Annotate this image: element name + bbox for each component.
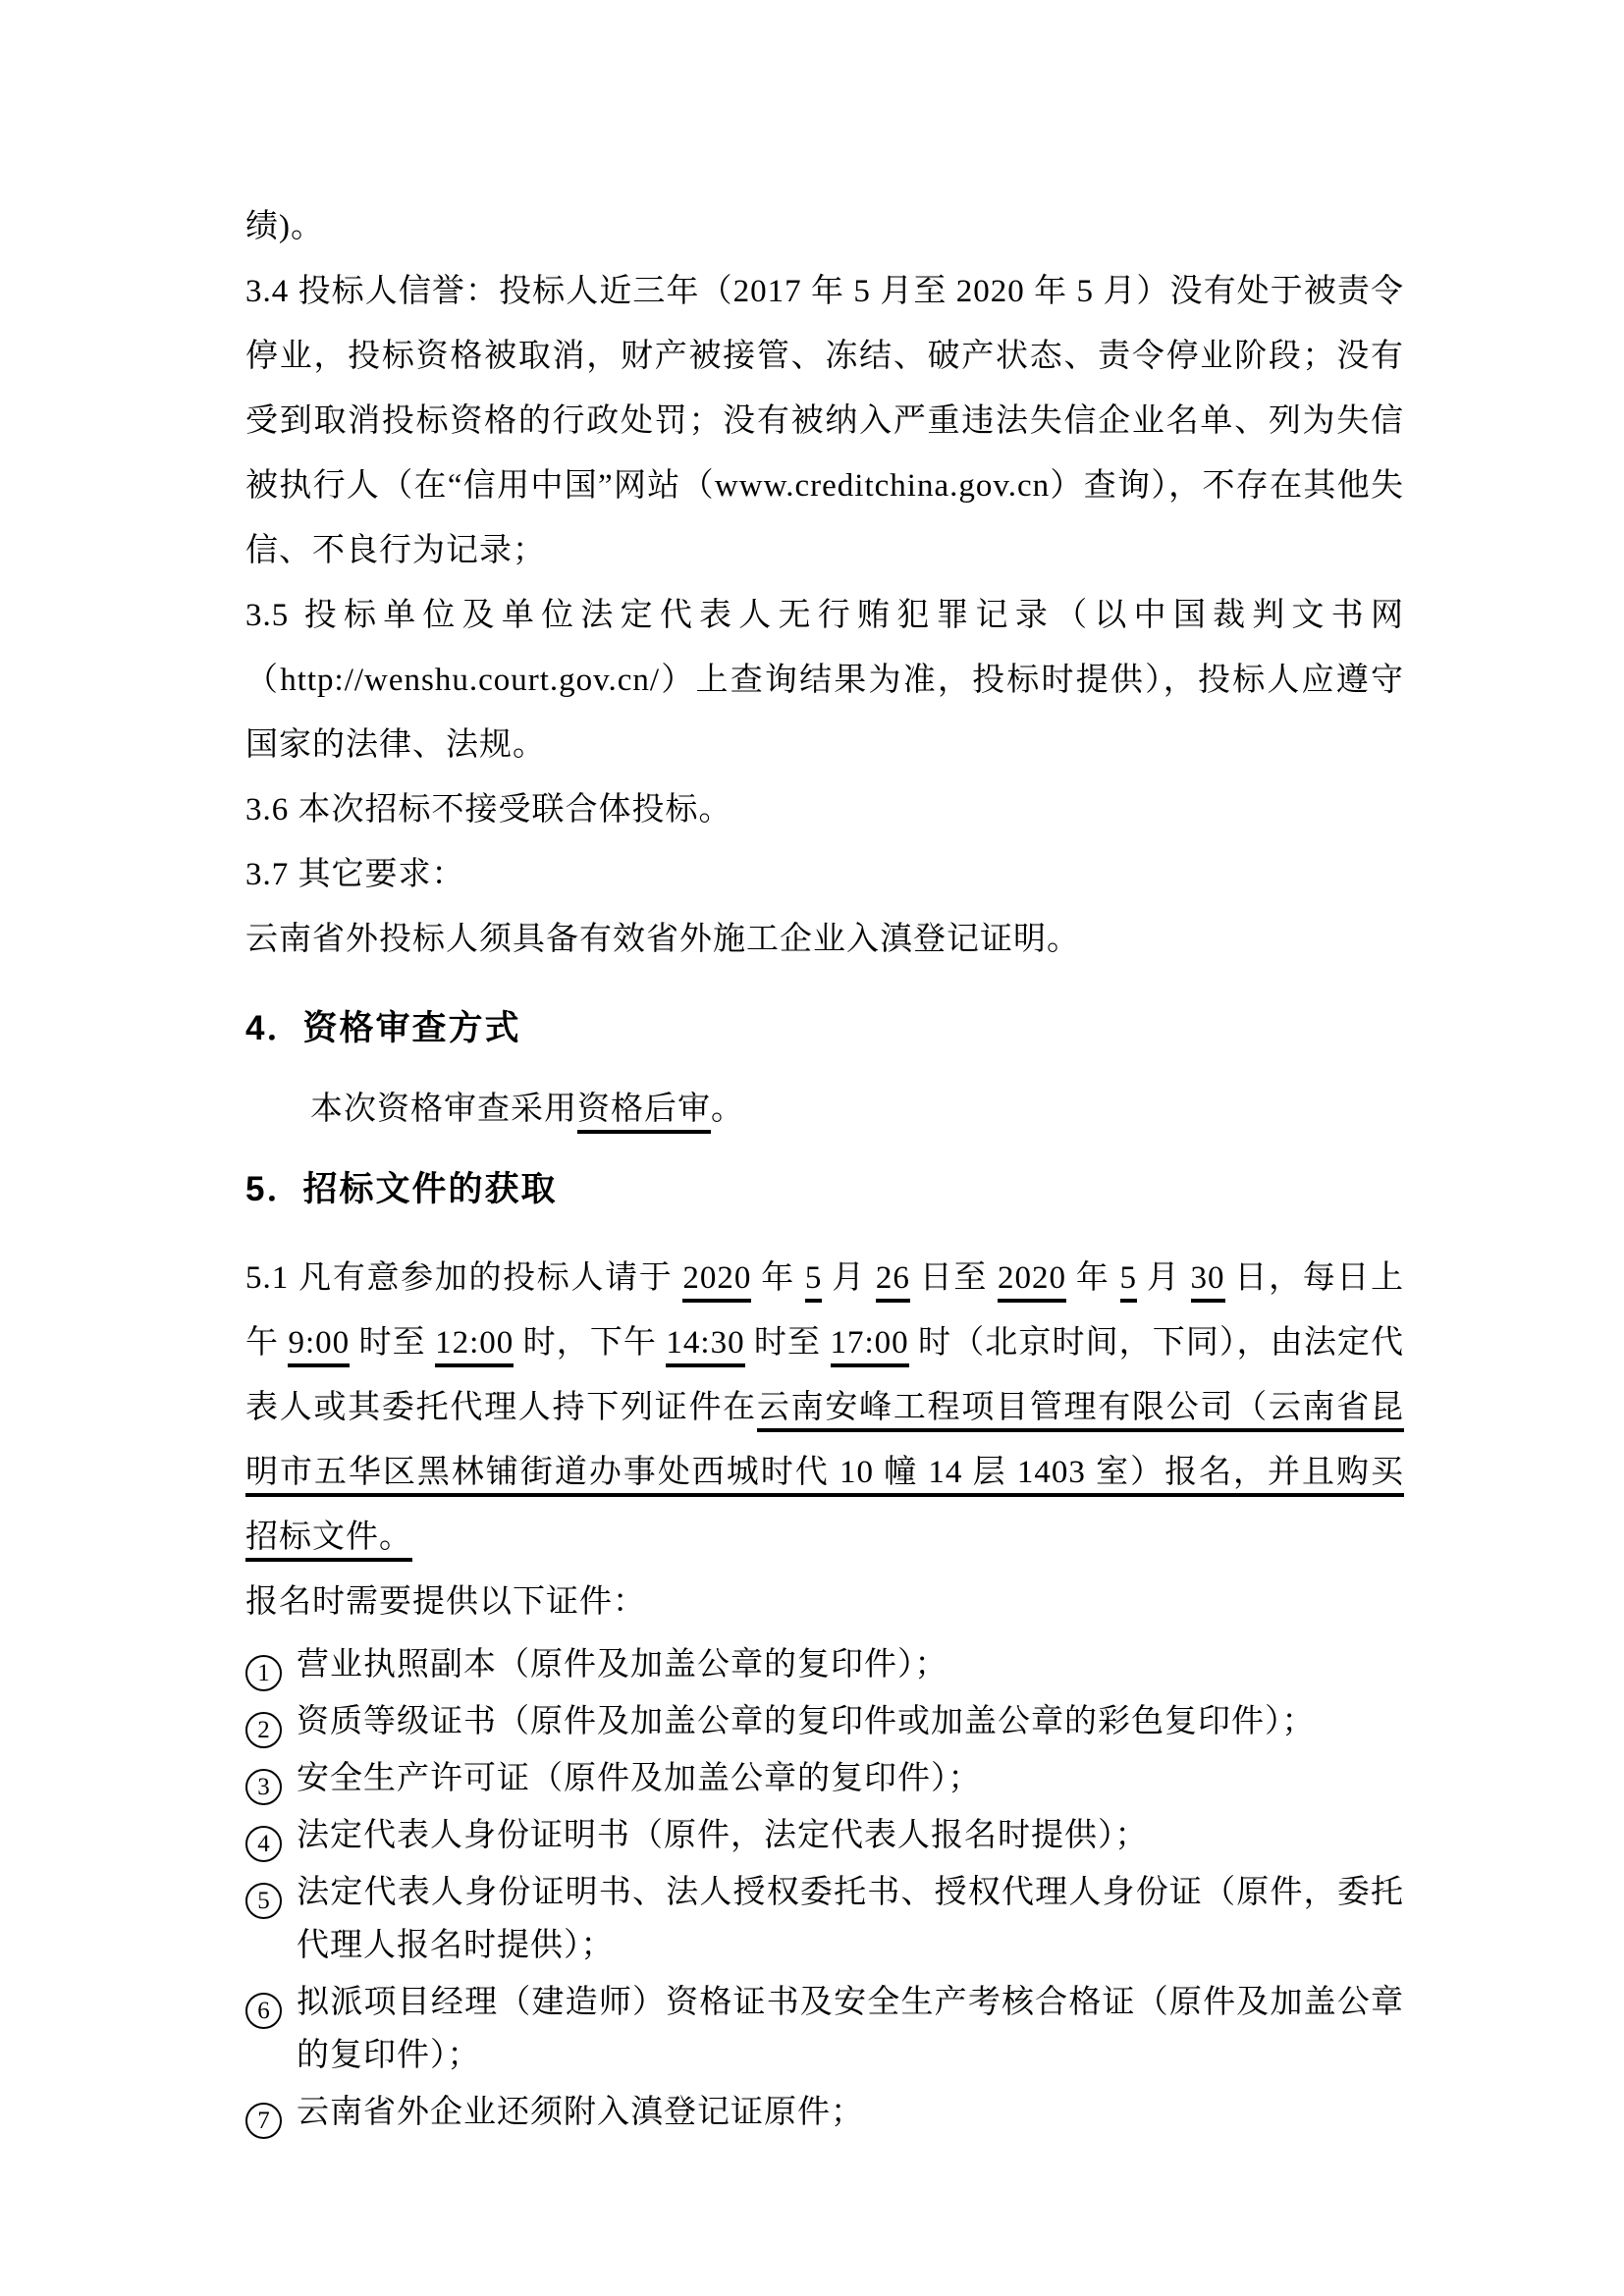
list-item-text: 云南省外企业还须附入滇登记证原件； bbox=[297, 2095, 864, 2130]
circled-number-icon: 6 bbox=[245, 1993, 282, 2029]
text-run: 时至 bbox=[350, 1325, 436, 1361]
text-run: 月 bbox=[822, 1260, 876, 1296]
section-4-heading: 4．资格审查方式 bbox=[245, 1009, 521, 1047]
circled-number-icon: 7 bbox=[245, 2103, 282, 2139]
list-item-text: 资质等级证书（原件及加盖公章的复印件或加盖公章的彩色复印件）； bbox=[297, 1704, 1316, 1739]
list-item bbox=[245, 2086, 1404, 2139]
text-run: 年 bbox=[1066, 1260, 1120, 1296]
paragraph-5-1-registration-details bbox=[245, 1246, 1404, 1570]
underlined-text: 资格后审 bbox=[577, 1092, 711, 1134]
paragraph-yunnan-registration-note: 云南省外投标人须具备有效省外施工企业入滇登记证明。 bbox=[245, 922, 1080, 957]
underlined-text: 云南安峰工程项目管理有限公司（云南省昆明市五华区黑林铺街道办事处西城时代 10 幢 14 层 1403 室）报名，并且购买招标文件。 bbox=[245, 1390, 1404, 1562]
list-item-text: 安全生产许可证（原件及加盖公章的复印件）； bbox=[297, 1761, 982, 1796]
list-item bbox=[245, 1752, 1404, 1805]
circled-number-icon: 2 bbox=[245, 1712, 282, 1748]
underlined-text: 17:00 bbox=[831, 1325, 909, 1367]
paragraph-3-5-no-bribery-record: 3.5 投标单位及单位法定代表人无行贿犯罪记录（以中国裁判文书网（http://wenshu.court.gov.cn/）上查询结果为准，投标时提供），投标人应遵守国家的法律、法规。 bbox=[245, 598, 1404, 763]
section-5-heading: 5．招标文件的获取 bbox=[245, 1170, 558, 1208]
text-run: 。 bbox=[711, 1092, 744, 1127]
text-run: 时，下午 bbox=[514, 1325, 667, 1361]
text-run: 本次资格审查采用 bbox=[310, 1092, 577, 1127]
list-item bbox=[245, 1809, 1404, 1862]
paragraph-carryover: 绩)。 bbox=[245, 209, 324, 244]
underlined-text: 9:00 bbox=[288, 1325, 350, 1367]
underlined-text: 14:30 bbox=[666, 1325, 744, 1367]
list-item bbox=[245, 1866, 1404, 1972]
list-item-text: 法定代表人身份证明书（原件，法定代表人报名时提供）； bbox=[297, 1818, 1149, 1853]
circled-number-icon: 1 bbox=[245, 1655, 282, 1691]
underlined-text: 5 bbox=[1120, 1260, 1138, 1303]
paragraph-3-4-bidder-reputation: 3.4 投标人信誉：投标人近三年（2017 年 5 月至 2020 年 5 月）没有处于被责令停业，投标资格被取消，财产被接管、冻结、破产状态、责令停业阶段；没有受到取消投标资格的行政处罚；没有被纳入严重违法失信企业名单、列为失信被执行人（在“信用中国”网站（www.creditchina.gov.cn）查询），不存在其他失信、不良行为记录； bbox=[245, 274, 1404, 568]
list-item bbox=[245, 1976, 1404, 2082]
paragraph-3-7-other-requirements: 3.7 其它要求： bbox=[245, 857, 465, 892]
underlined-text: 12:00 bbox=[435, 1325, 514, 1367]
text-run: 月 bbox=[1137, 1260, 1191, 1296]
list-item-text: 拟派项目经理（建造师）资格证书及安全生产考核合格证（原件及加盖公章的复印件）； bbox=[297, 1985, 1404, 2073]
required-documents-list bbox=[245, 1638, 1404, 2139]
list-item bbox=[245, 1695, 1404, 1748]
paragraph-4-qualification-review bbox=[245, 1077, 1404, 1142]
circled-number-icon: 5 bbox=[245, 1883, 282, 1919]
text-run: 日，每日上午 bbox=[245, 1260, 1405, 1361]
text-run: 时（北京时间，下同），由法定代表人或其委托代理人持下列证件在 bbox=[245, 1325, 1405, 1425]
circled-number-icon: 4 bbox=[245, 1826, 282, 1862]
underlined-text: 5 bbox=[805, 1260, 823, 1303]
underlined-text: 30 bbox=[1191, 1260, 1225, 1303]
text-run: 年 bbox=[751, 1260, 805, 1296]
underlined-text: 2020 bbox=[682, 1260, 751, 1303]
text-run: 5.1 凡有意参加的投标人请于 bbox=[245, 1260, 683, 1296]
paragraph-documents-intro: 报名时需要提供以下证件： bbox=[245, 1584, 646, 1620]
list-item-text: 营业执照副本（原件及加盖公章的复印件）； bbox=[297, 1647, 948, 1682]
list-item bbox=[245, 1638, 1404, 1691]
document-content bbox=[245, 194, 1404, 2143]
underlined-text: 2020 bbox=[998, 1260, 1066, 1303]
circled-number-icon: 3 bbox=[245, 1769, 282, 1805]
text-run: 时至 bbox=[744, 1325, 831, 1361]
text-run: 日至 bbox=[909, 1260, 999, 1296]
underlined-text: 26 bbox=[876, 1260, 910, 1303]
paragraph-3-6-no-consortium: 3.6 本次招标不接受联合体投标。 bbox=[245, 792, 732, 828]
list-item-text: 法定代表人身份证明书、法人授权委托书、授权代理人身份证（原件，委托代理人报名时提供）； bbox=[297, 1875, 1404, 1963]
